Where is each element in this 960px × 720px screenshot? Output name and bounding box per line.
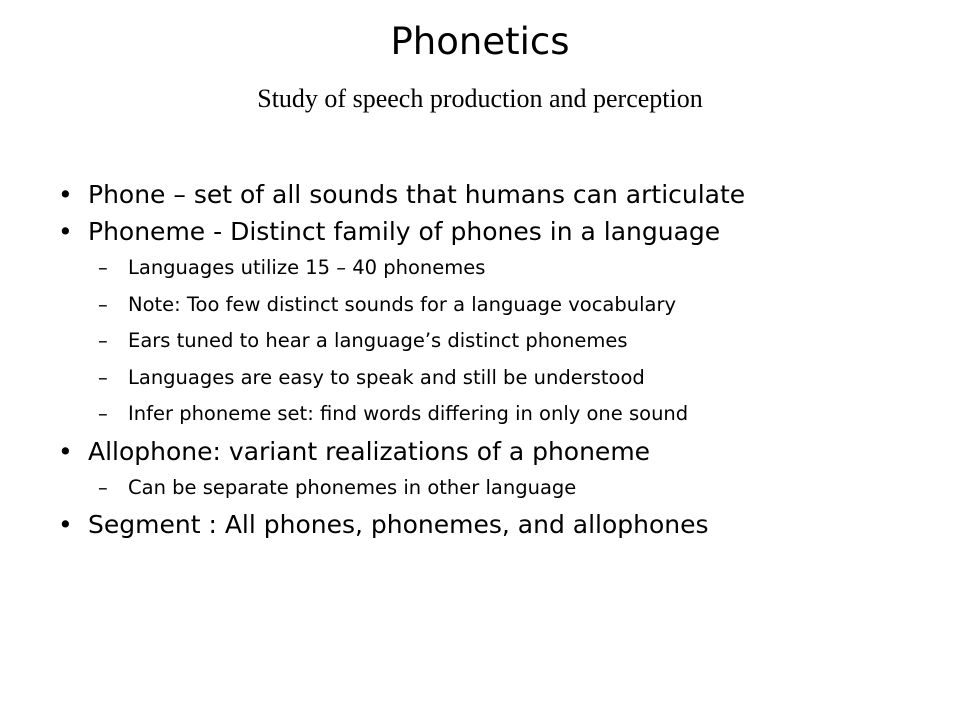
bullet-list	[58, 176, 938, 543]
bullet-marker: •	[58, 180, 73, 209]
sub-bullet-text: Can be separate phonemes in other language	[128, 475, 577, 499]
dash-marker: –	[98, 256, 108, 279]
sub-bullet-text: Note: Too few distinct sounds for a language vocabulary	[128, 292, 677, 316]
dash-marker: –	[98, 402, 108, 425]
bullet-text: Phoneme - Distinct family of phones in a language	[88, 217, 721, 246]
bullet-item-phone	[58, 176, 938, 213]
sub-bullet-item	[58, 396, 938, 433]
sub-bullet-item	[58, 287, 938, 324]
dash-marker: –	[98, 292, 108, 316]
bullet-text: Allophone: variant realizations of a phoneme	[88, 436, 651, 466]
bullet-text: Phone – set of all sounds that humans can articulate	[88, 180, 746, 209]
sub-bullet-item	[58, 323, 938, 360]
sub-bullet-text: Infer phoneme set: find words differing in only one sound	[128, 402, 689, 425]
sub-bullet-text: Languages are easy to speak and still be understood	[128, 365, 645, 389]
sub-list-phoneme	[58, 250, 938, 433]
slide-subtitle: Study of speech production and perception	[257, 84, 703, 113]
sub-bullet-item	[58, 360, 938, 397]
bullet-marker: •	[58, 217, 73, 246]
sub-list-container	[58, 470, 938, 507]
slide-title: Phonetics	[390, 20, 570, 63]
bullet-item-allophone	[58, 433, 938, 470]
dash-marker: –	[98, 329, 108, 352]
sub-list-allophone	[58, 470, 938, 507]
sub-list-container	[58, 250, 938, 433]
sub-bullet-text: Ears tuned to hear a language’s distinct phonemes	[128, 329, 628, 352]
sub-bullet-text: Languages utilize 15 – 40 phonemes	[128, 256, 486, 279]
bullet-item-segment	[58, 506, 938, 543]
bullet-marker: •	[58, 510, 73, 539]
bullet-text: Segment : All phones, phonemes, and allophones	[88, 510, 709, 539]
sub-bullet-item	[58, 250, 938, 287]
bullet-item-phoneme	[58, 213, 938, 250]
bullet-marker: •	[58, 436, 73, 466]
sub-bullet-item	[58, 470, 938, 507]
dash-marker: –	[98, 475, 108, 499]
dash-marker: –	[98, 365, 108, 389]
